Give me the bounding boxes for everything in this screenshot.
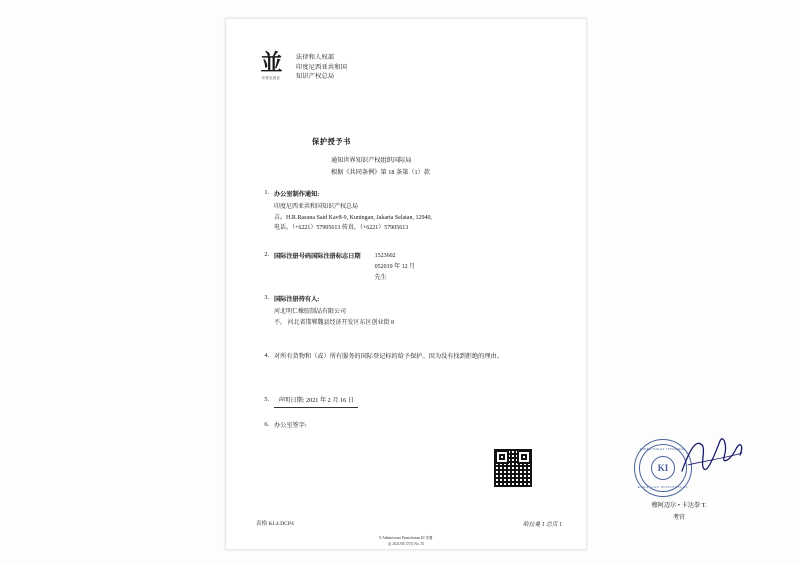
- section-number-3: 3.: [264, 294, 269, 301]
- section-number-1: 1.: [264, 189, 269, 196]
- letterhead: [256, 52, 347, 82]
- subtitle-line-1: 通知世界知识产权组织国际局: [331, 157, 412, 164]
- seal-top-text: DIREKTORAT JENDERAL: [639, 447, 687, 451]
- qr-code-icon: [494, 449, 532, 487]
- signatory-name: 穆阿迈尔 • 卡达拳 T.: [651, 502, 707, 509]
- section-1-line-3: 电话。（+6221）57905613 传真。（+6221）57905613: [274, 225, 409, 231]
- declaration-date-value: 声明日期: 2021 年 2 月 16 日: [274, 396, 358, 408]
- document-title: 保护授予书: [312, 138, 351, 146]
- document-subtitle: [331, 155, 430, 179]
- ministry-block: [296, 52, 347, 82]
- section-office-signature: [256, 421, 566, 432]
- ministry-line-3: 知识产权总局: [296, 73, 335, 81]
- seal-bottom-text: KEKAYAAN INTELEKTUAL: [637, 485, 689, 489]
- registration-date: 052019 年 12 月: [374, 263, 416, 270]
- page-title: [312, 137, 351, 147]
- footer-note: [226, 535, 586, 547]
- section-2-heading: 国际注册号码国际注册标志日期: [274, 253, 361, 260]
- section-number-6: 6.: [264, 421, 269, 428]
- signature-label: 办公室签字:: [274, 422, 307, 429]
- section-number-5: 5.: [264, 396, 269, 403]
- crest-caption: 印度尼西亚: [261, 76, 281, 80]
- section-number-4: 4.: [264, 352, 269, 359]
- section-holder: [256, 294, 566, 328]
- official-seal: [634, 439, 692, 497]
- section-1-line-2: 吉。H.R.Rasuna Said Kav8-9, Kuningan, Jakarta Selatan, 12940,: [274, 214, 432, 221]
- registration-values: [375, 251, 416, 283]
- footer-note-line-2: 直 2021/03/17(T) No. 55: [387, 542, 425, 547]
- registration-number: 1523602: [374, 253, 396, 259]
- section-number-2: 2.: [264, 251, 269, 258]
- footer-page-number: 哈拉曼 1 总页 1: [522, 522, 562, 528]
- footer-form-code: 表格 KI.4.DCP4: [256, 521, 294, 527]
- protection-statement: 对所有货物和（或）所有服务的国际登记标的给予保护。因为没有找到拒绝的理由。: [274, 353, 503, 360]
- crest-glyph: 並: [260, 50, 282, 76]
- holder-name: 河北明仁橡胶制品有限公司: [274, 309, 347, 315]
- holder-address: 不。 河北省邯郸魏县经济开发区东区创业街 8: [274, 319, 395, 326]
- section-1-line-1: 印度尼西亚共和国知识产权总局: [274, 204, 359, 210]
- signatory-role: 考官: [672, 515, 685, 521]
- footer-note-line-1: E Administrasi Permohonan KI 签署: [379, 536, 433, 540]
- ministry-line-1: 法律和人权部: [296, 54, 335, 61]
- section-protection-statement: [256, 352, 566, 363]
- section-office-notice: [256, 189, 566, 234]
- certificate-sheet: [225, 18, 707, 550]
- signatory-block: [624, 500, 734, 521]
- subtitle-line-2: 根据《共同条例》第 18 条第（1）款: [331, 168, 430, 176]
- section-declaration-date: [256, 396, 566, 408]
- coat-of-arms-icon: [256, 52, 286, 80]
- section-registration-number: [256, 251, 566, 283]
- section-3-heading: 国际注册持有人:: [274, 296, 320, 303]
- seal-core-text: KI: [651, 456, 675, 480]
- section-1-heading: 办公室制作通知:: [274, 191, 320, 198]
- ministry-line-2: 印度尼西亚共和国: [296, 63, 348, 71]
- registration-extra: 先生: [374, 274, 387, 281]
